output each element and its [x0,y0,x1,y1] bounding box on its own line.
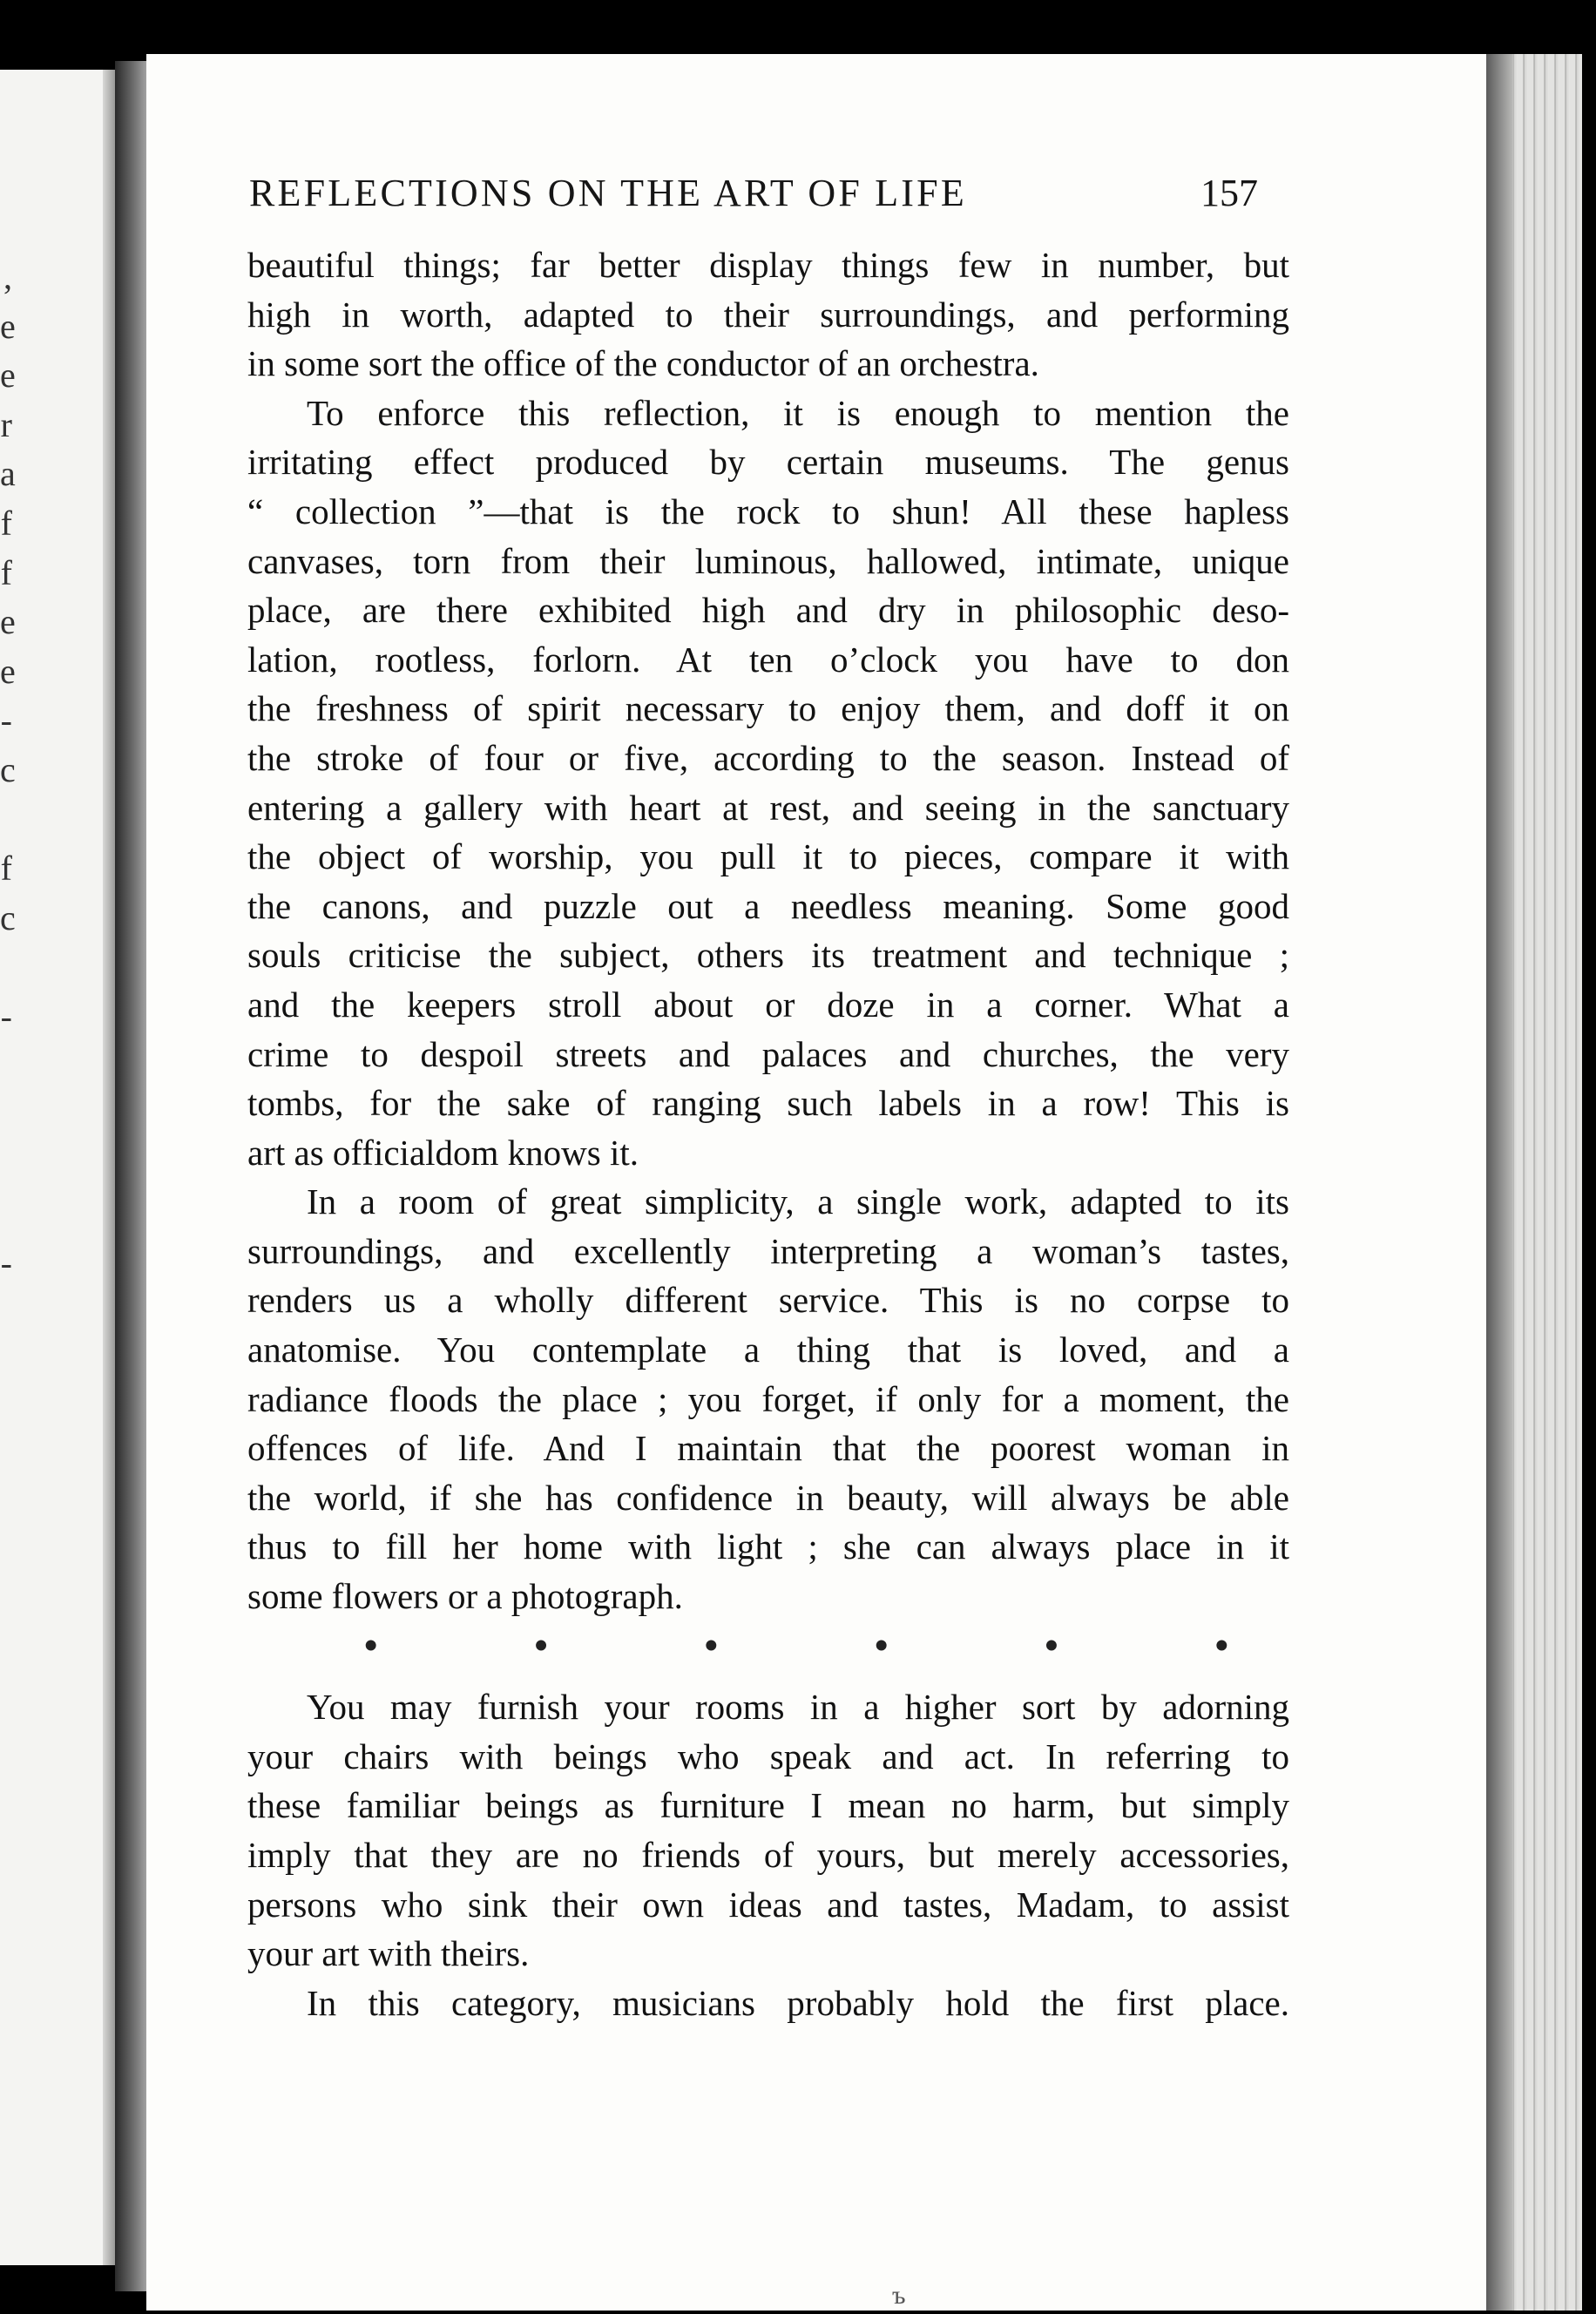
left-page-fragment: c [0,897,16,937]
text-line: radiance floods the place ; you forget, if only for a moment, the [247,1378,1289,1419]
section-break-dot: • [874,1623,889,1667]
section-break-dot: • [364,1623,378,1667]
left-page-fragment: a [0,454,16,494]
scan-artifact-mark: ъ [892,2281,906,2310]
text-line: and the keepers stroll about or doze in a corner. What a [247,984,1289,1025]
page-number: 157 [1200,172,1258,214]
left-page-fragment: f [0,849,12,889]
text-line: the world, if she has confidence in beauty, will always be able [247,1477,1289,1518]
section-break-dot: • [534,1623,548,1667]
text-line: surroundings, and excellently interpreting a woman’s tastes, [247,1230,1289,1271]
left-page-fragment: - [0,700,12,741]
text-line: tombs, for the sake of ranging such labels in a row! This is [247,1083,1289,1124]
text-line: canvases, torn from their luminous, hallowed, intimate, unique [247,540,1289,581]
section-break-dot: • [704,1623,719,1667]
paragraph-5 [247,1979,1289,2028]
section-break-dot: • [1214,1623,1228,1667]
paragraph-1 [247,240,1289,389]
left-facing-page [0,70,113,2265]
text-line: In a room of great simplicity, a single work, adapted to its [307,1181,1289,1222]
left-page-fragment: e [0,602,16,642]
section-break [247,1621,1289,1671]
text-line: anatomise. You contemplate a thing that is loved, and a [247,1330,1289,1370]
text-line: place, are there exhibited high and dry in philosophic deso- [247,590,1289,631]
paragraph-3 [247,1177,1289,1620]
text-line: entering a gallery with heart at rest, and seeing in the sanctuary [247,787,1289,828]
text-line: beautiful things; far better display things few in number, but [247,245,1289,285]
left-page-fragment: - [0,1243,12,1282]
text-line: offences of life. And I maintain that the poorest woman in [247,1428,1289,1469]
text-line: persons who sink their own ideas and tastes, Madam, to assist [247,1884,1289,1925]
text-line: lation, rootless, forlorn. At ten o’clock you have to don [247,639,1289,680]
text-line: the canons, and puzzle out a needless meaning. Some good [247,885,1289,926]
left-page-fragment: e [0,355,16,396]
text-line: some flowers or a photograph. [247,1576,683,1617]
text-line: the freshness of spirit necessary to enjoy them, and doff it on [247,688,1289,729]
book-gutter [115,61,148,2291]
left-page-fragment: - [0,997,12,1036]
text-line: these familiar beings as furniture I mean no harm, but simply [247,1785,1289,1826]
text-line: art as officialdom knows it. [247,1132,639,1173]
body-text [247,240,1289,2027]
left-page-fragment: f [0,504,12,543]
left-page-fragment: e [0,306,16,346]
section-gap [247,1670,1289,1682]
text-line: To enforce this reflection, it is enough to mention the [307,392,1289,433]
left-page-fragment: r [0,404,12,444]
text-line: “ collection ”—that is the rock to shun! All these hapless [247,491,1289,531]
text-line: in some sort the office of the conductor of an orchestra. [247,343,1039,384]
paragraph-2 [247,389,1289,1178]
text-line: souls criticise the subject, others its treatment and technique ; [247,935,1289,976]
left-page-fragment: c [0,750,16,789]
text-line: the stroke of four or five, according to the season. Instead of [247,737,1289,778]
text-line: imply that they are no friends of yours, but merely accessories, [247,1835,1289,1875]
text-line: You may furnish your rooms in a higher sort by adorning [307,1687,1289,1728]
left-page-edge [103,70,115,2265]
left-page-fragment: f [0,552,12,592]
left-page-fragment: e [0,651,16,691]
left-page-fragment: , [3,257,12,296]
text-line: renders us a wholly different service. This is no corpse to [247,1280,1289,1321]
text-line: crime to despoil streets and palaces and churches, the very [247,1033,1289,1074]
section-break-dot: • [1045,1623,1058,1667]
text-line: your chairs with beings who speak and act. In referring to [247,1736,1289,1776]
text-line: thus to fill her home with light ; she can always place in it [247,1526,1289,1567]
text-line: In this category, musicians probably hold the first place. [307,1982,1289,2023]
running-head: REFLECTIONS ON THE ART OF LIFE [249,172,967,214]
text-line: your art with theirs. [247,1933,530,1974]
paragraph-4 [247,1682,1289,1979]
text-line: high in worth, adapted to their surroundings, and performing [247,294,1289,335]
text-line: the object of worship, you pull it to pieces, compare it with [247,836,1289,877]
page-edges-shadow [1486,54,1512,2311]
text-line: irritating effect produced by certain museums. The genus [247,442,1289,483]
